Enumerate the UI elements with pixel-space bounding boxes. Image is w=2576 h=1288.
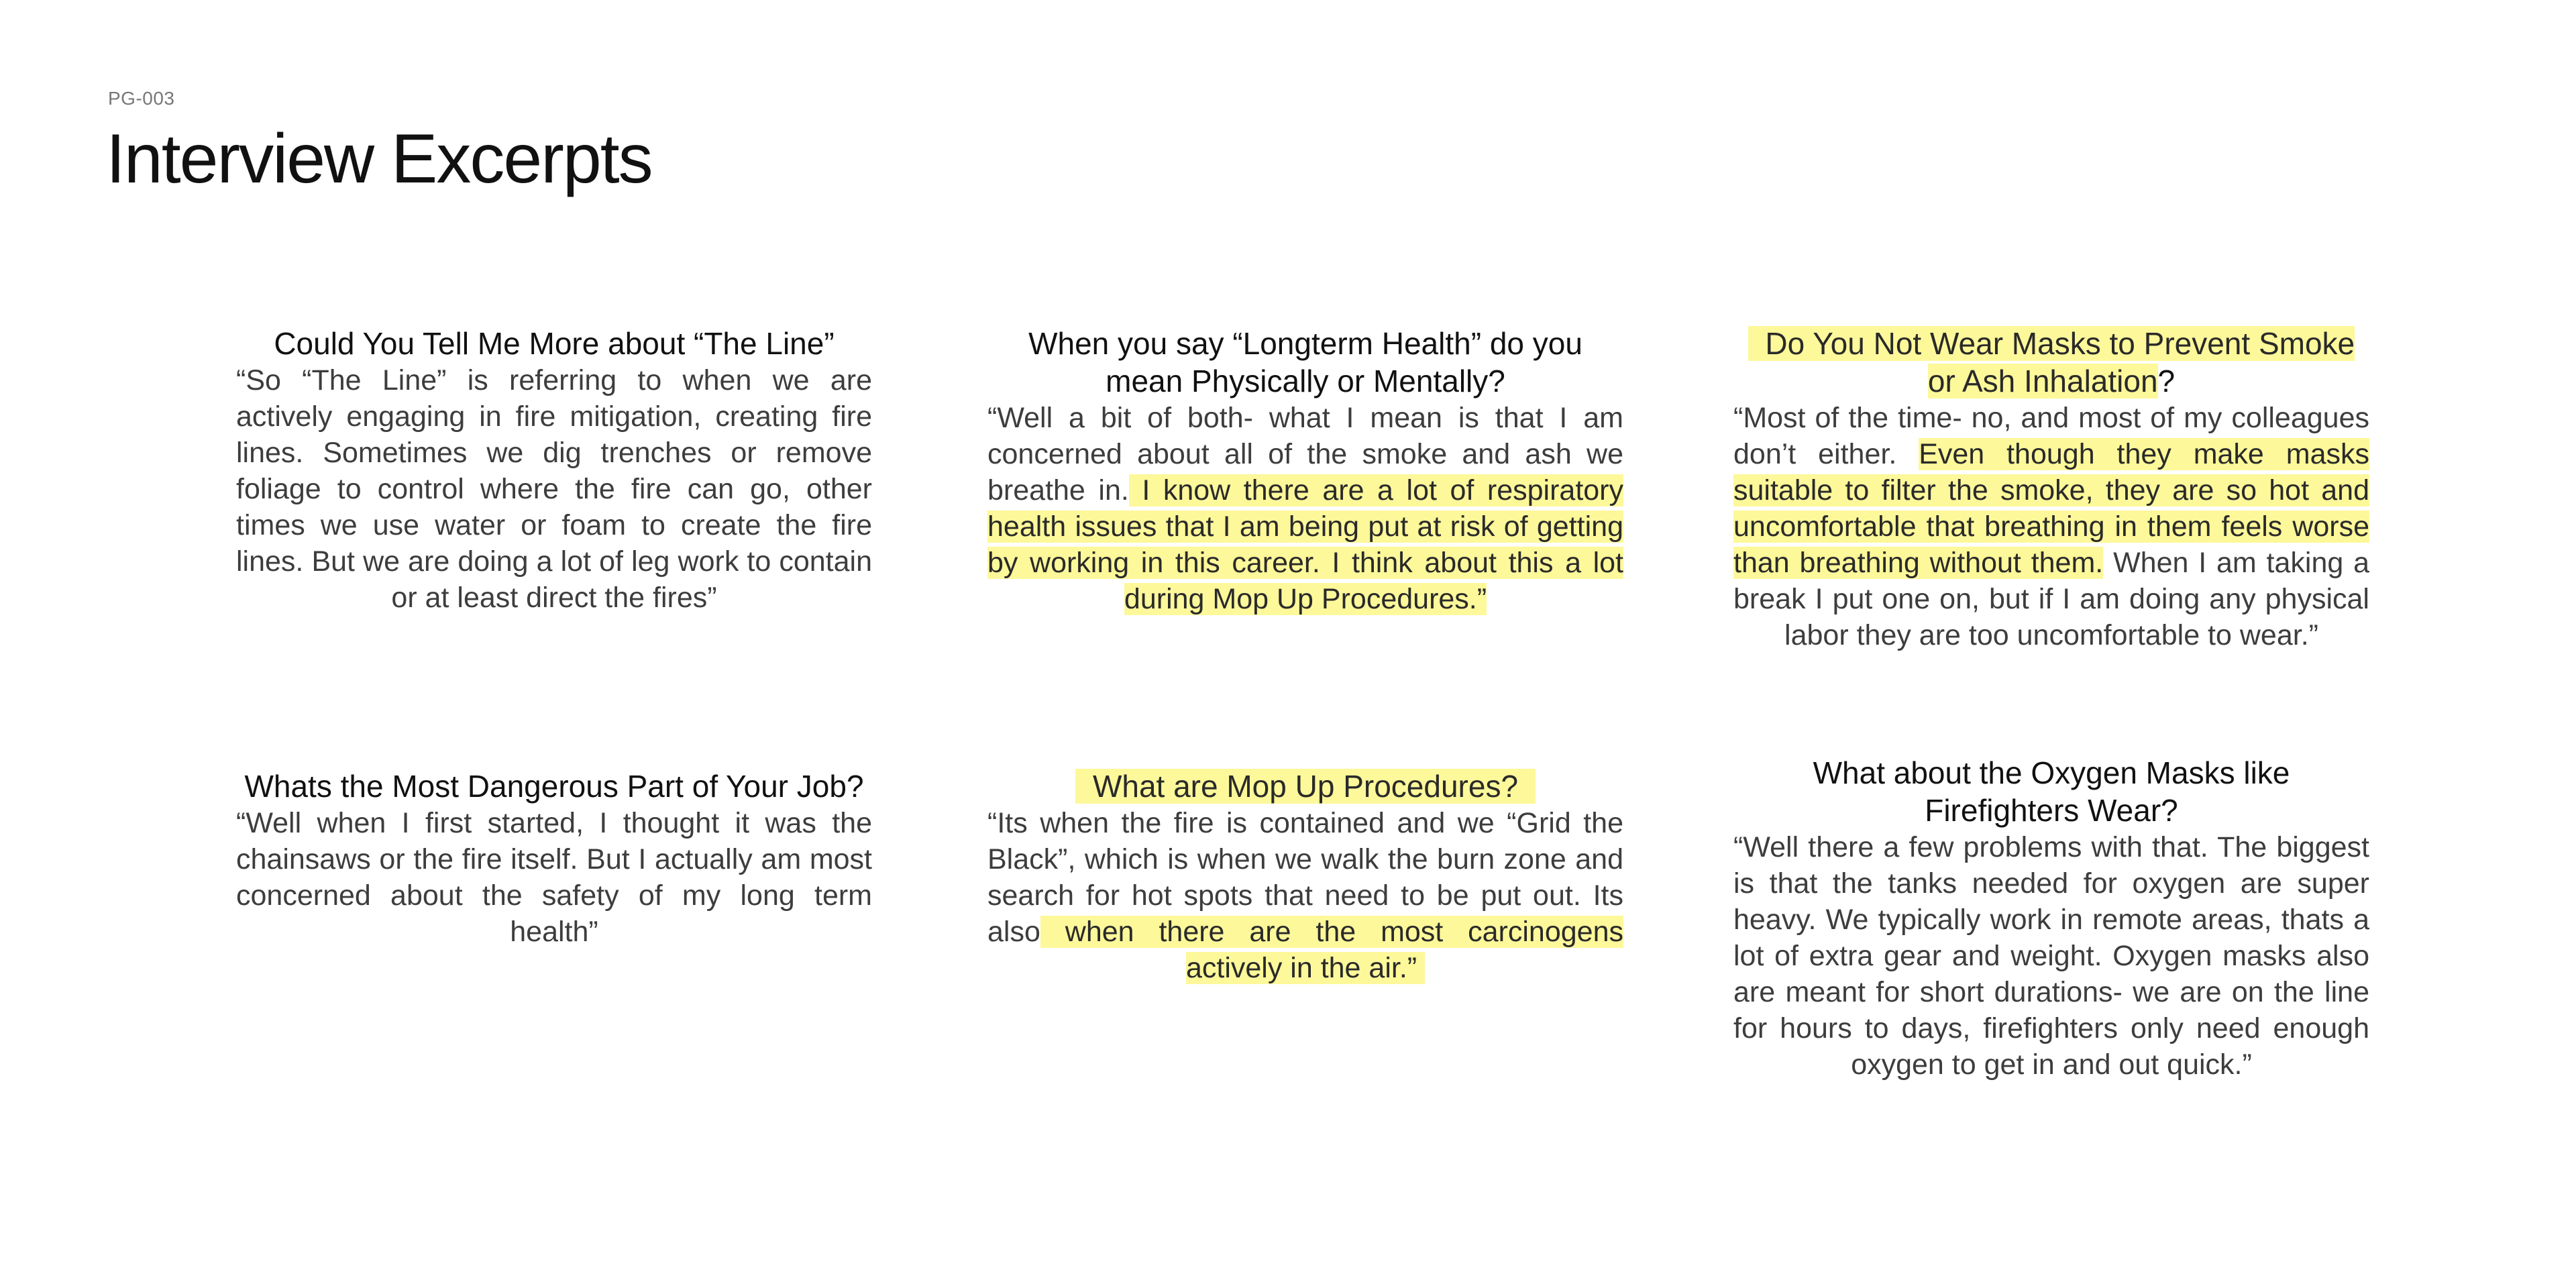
excerpt-answer	[236, 362, 872, 616]
excerpt-question: Whats the Most Dangerous Part of Your Job?	[244, 769, 864, 804]
question-tail: ?	[2157, 364, 2176, 398]
excerpt-answer	[987, 400, 1623, 617]
excerpt-question	[1733, 325, 2369, 400]
answer-text: “Well when I first started, I thought it was the chainsaws or the fire itself. But I actually am most concerned about the safety of my long term health”	[236, 807, 872, 948]
answer-highlight: Even though they make masks suitable to filter the smoke, they are so hot and uncomfortable that breathing in them feels worse than breathing without them.	[1733, 438, 2369, 579]
excerpt-answer	[1733, 829, 2369, 1083]
excerpt-most-dangerous	[236, 767, 872, 950]
excerpt-answer	[987, 805, 1623, 986]
answer-text: “Its when the fire is contained and we “Grid the Black”, which is when we walk the burn zone and search for hot spots that need to be put out. Its also	[987, 807, 1623, 948]
excerpt-question: What about the Oxygen Masks like Firefighters Wear?	[1813, 755, 2290, 828]
excerpt-oxygen-masks	[1733, 754, 2369, 1083]
answer-text: “So “The Line” is referring to when we are actively engaging in fire mitigation, creating fire lines. Sometimes we dig trenches or remove foliage to control where the fire can go, other times we use water or foam to create the fire lines. But we are doing a lot of leg work to contain or at least direct the fires”	[236, 364, 872, 614]
question-highlight: Do You Not Wear Masks to Prevent Smoke or Ash Inhalation	[1748, 326, 2355, 398]
answer-highlight: I know there are a lot of respiratory health issues that I am being put at risk of getting by working in this career. I think about this a lot during Mop Up Procedures.”	[987, 474, 1624, 615]
excerpt-mop-up	[987, 767, 1623, 986]
excerpt-the-line	[236, 325, 872, 616]
excerpt-masks	[1733, 325, 2369, 653]
excerpt-answer	[236, 805, 872, 950]
question-highlight: What are Mop Up Procedures?	[1075, 769, 1536, 804]
excerpt-answer	[1733, 400, 2369, 653]
excerpt-question: When you say “Longterm Health” do you mean Physically or Mentally?	[1028, 326, 1582, 398]
page-title: Interview Excerpts	[106, 120, 652, 198]
answer-highlight: when there are the most carcinogens actively in the air.”	[1040, 916, 1623, 984]
answer-tail: When I am taking a break I put one on, but if I am doing any physical labor they are too uncomfortable to wear.”	[1733, 547, 2370, 651]
answer-text: “Well a bit of both- what I mean is that I am concerned about all of the smoke and ash we breathe in.	[987, 402, 1623, 506]
excerpt-question	[987, 767, 1623, 805]
excerpt-question: Could You Tell Me More about “The Line”	[274, 326, 835, 361]
page-id: PG-003	[108, 88, 175, 109]
answer-text: “Well there a few problems with that. The biggest is that the tanks needed for oxygen are super heavy. We typically work in remote areas, thats a lot of extra gear and weight. Oxygen masks also are meant for short durations- we are on the line for hours to days, firefighters only need enough oxygen to get in and out quick.”	[1733, 831, 2369, 1081]
excerpt-longterm-health	[987, 325, 1623, 617]
answer-text: “Most of the time- no, and most of my colleagues don’t either.	[1733, 402, 2369, 470]
